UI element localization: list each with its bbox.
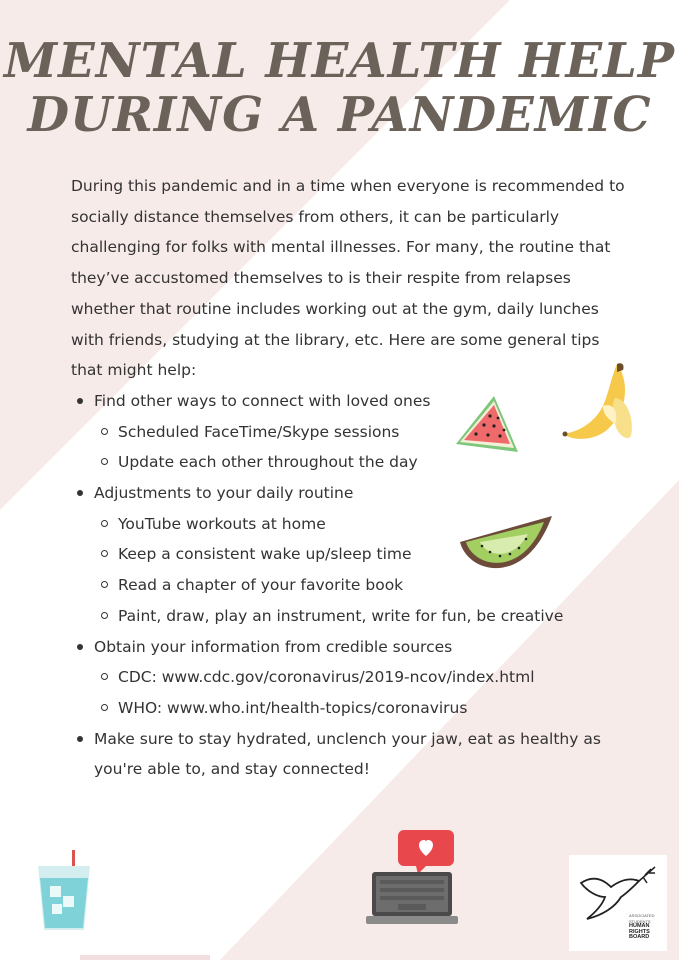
list-item: Find other ways to connect with loved ones Scheduled FaceTime/Skype sessions Update each other throughout the day (71, 386, 631, 478)
watermelon-icon (452, 392, 524, 464)
list-item: Keep a consistent wake up/sleep time (94, 539, 631, 570)
list-item: Scheduled FaceTime/Skype sessions (94, 417, 631, 448)
tips-list (71, 386, 631, 785)
kiwi-icon (456, 512, 558, 584)
sub-list (94, 417, 631, 478)
cdc-link[interactable]: CDC: www.cdc.gov/coronavirus/2019-ncov/index.html (94, 662, 631, 693)
list-item: Adjustments to your daily routine YouTube workouts at home Keep a consistent wake up/sleep time Read a chapter of your favorite book Paint, draw, play an instrument, write for fun, be creative (71, 478, 631, 632)
list-item: Update each other throughout the day (94, 447, 631, 478)
laptop-heart-icon (364, 828, 460, 928)
sub-list (94, 662, 631, 723)
page-title (0, 34, 679, 142)
list-item: Make sure to stay hydrated, unclench your jaw, eat as healthy as you're able to, and stay connected! (71, 724, 631, 785)
intro-paragraph: During this pandemic and in a time when everyone is recommended to socially distance themselves from others, it can be particularly challenging for folks with mental illnesses. For many, the routine that they’ve accustomed themselves to is their respite from relapses whether that routine includes working out at the gym, daily lunches with friends, studying at the library, etc. Here are some general tips that might help: (71, 177, 625, 380)
bottom-divider (80, 955, 210, 960)
water-glass-icon (34, 848, 94, 932)
list-item: Obtain your information from credible sources CDC: www.cdc.gov/coronavirus/2019-ncov/index.html WHO: www.who.int/health-topics/coronavirus (71, 632, 631, 724)
title-line-1: MENTAL HEALTH HELP (4, 33, 675, 89)
banana-icon (555, 358, 641, 448)
list-item: Read a chapter of your favorite book (94, 570, 631, 601)
list-item: YouTube workouts at home (94, 509, 631, 540)
logo-text: ASSOCIATED STUDENTS HUMAN RIGHTS BOARD (629, 913, 655, 940)
title-line-2: DURING A PANDEMIC (27, 87, 652, 143)
content (71, 171, 631, 785)
who-link[interactable]: WHO: www.who.int/health-topics/coronavirus (94, 693, 631, 724)
human-rights-board-logo (569, 855, 667, 951)
list-item: Paint, draw, play an instrument, write for fun, be creative (94, 601, 631, 632)
